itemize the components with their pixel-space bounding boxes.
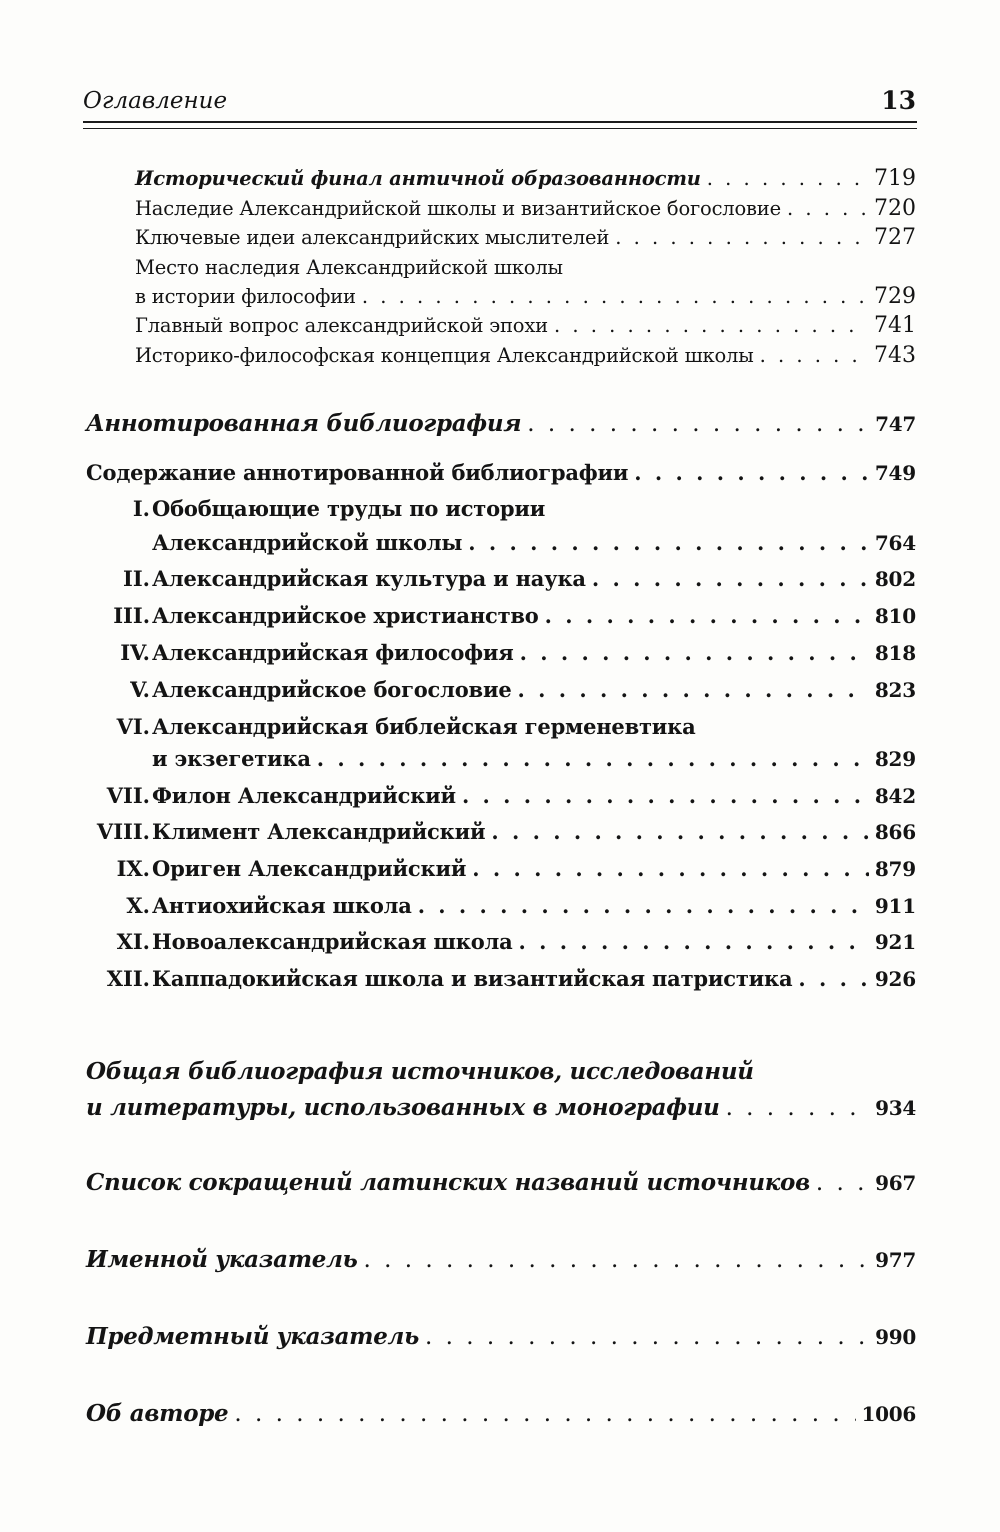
toc-entry-page: 842: [874, 784, 916, 808]
toc-entry-label-line1: Александрийская библейская герменевтика: [152, 714, 696, 739]
toc-entry-page: 747: [875, 412, 916, 436]
leader-dots: [491, 819, 869, 844]
toc-entry-label: Именной указатель: [86, 1246, 358, 1273]
toc-entry[interactable]: [152, 966, 916, 991]
toc-entry-label: Ориген Александрийский: [152, 856, 467, 881]
toc-entry-page: 818: [874, 641, 916, 665]
toc-entry-label: и литературы, использованных в монографии: [86, 1094, 720, 1121]
leader-dots: [468, 530, 869, 555]
section-numeral: VII.: [106, 783, 150, 808]
toc-entry-bibliography-contents[interactable]: [86, 460, 916, 485]
leader-dots: [462, 783, 869, 808]
leader-dots: [527, 411, 869, 437]
toc-entry-page: 921: [874, 930, 916, 954]
leader-dots: [472, 856, 869, 881]
section-numeral: IX.: [116, 856, 150, 881]
toc-entry-label: Каппадокийская школа и византийская патристика: [152, 966, 793, 991]
toc-entry-label: Об авторе: [86, 1400, 229, 1427]
toc-entry[interactable]: [152, 640, 916, 665]
toc-entry[interactable]: [152, 783, 916, 808]
toc-entry[interactable]: [135, 196, 916, 221]
toc-entry-page: 720: [874, 196, 916, 221]
toc-entry-label: Предметный указатель: [86, 1323, 419, 1350]
running-head-title: Оглавление: [83, 88, 228, 114]
toc-entry-page: 810: [874, 604, 916, 628]
leader-dots: [726, 1095, 870, 1121]
toc-entry-label: Список сокращений латинских названий источников: [86, 1169, 810, 1196]
toc-entry-page: 977: [875, 1248, 916, 1272]
toc-entry-label: Климент Александрийский: [152, 819, 486, 844]
section-numeral: VI.: [116, 714, 150, 739]
toc-entry-name-index[interactable]: [86, 1246, 916, 1273]
toc-entry-page: 741: [874, 313, 916, 338]
leader-dots: [592, 566, 869, 591]
toc-entry-label: Александрийской школы: [152, 530, 463, 555]
section-numeral: IV.: [120, 640, 150, 665]
toc-entry[interactable]: [135, 343, 916, 368]
leader-dots: [519, 929, 869, 954]
leader-dots: [364, 1247, 870, 1273]
toc-entry[interactable]: [152, 566, 916, 591]
leader-dots: [816, 1170, 869, 1196]
leader-dots: [787, 197, 868, 220]
toc-entry-page: 866: [874, 820, 916, 844]
toc-entry-page: 719: [874, 166, 916, 191]
toc-entry-label: и экзегетика: [152, 746, 311, 771]
section-numeral: XII.: [106, 966, 150, 991]
section-numeral: II.: [123, 566, 150, 591]
toc-entry-label-line1: Место наследия Александрийской школы: [135, 256, 563, 279]
toc-entry[interactable]: [152, 677, 916, 702]
header-rule-thin: [83, 128, 917, 129]
toc-entry-label: Александрийская философия: [152, 640, 514, 665]
header-rule-thick: [83, 121, 917, 123]
leader-dots: [760, 344, 868, 367]
toc-entry-page: 727: [874, 225, 916, 250]
toc-entry-page: 764: [874, 531, 916, 555]
toc-entry-page: 743: [874, 343, 916, 368]
section-numeral: X.: [126, 893, 150, 918]
toc-entry-label: Ключевые идеи александрийских мыслителей: [135, 226, 610, 249]
toc-entry-label: Александрийское богословие: [152, 677, 512, 702]
toc-entry[interactable]: [152, 929, 916, 954]
toc-entry[interactable]: [152, 746, 916, 771]
toc-entry[interactable]: [135, 166, 916, 191]
toc-entry-page: 911: [874, 894, 916, 918]
toc-entry-page: 823: [874, 678, 916, 702]
toc-entry-page: 829: [874, 747, 916, 771]
toc-entry-label: Исторический финал античной образованности: [135, 167, 701, 190]
toc-entry-label: Новоалександрийская школа: [152, 929, 513, 954]
toc-entry-label-line1: Общая библиография источников, исследований: [86, 1058, 754, 1085]
toc-entry-label: Аннотированная библиография: [86, 410, 522, 437]
leader-dots: [707, 167, 868, 190]
leader-dots: [798, 966, 868, 991]
toc-entry-label: Филон Александрийский: [152, 783, 456, 808]
toc-entry-page: 1006: [861, 1402, 916, 1426]
toc-entry-label: в истории философии: [135, 285, 356, 308]
toc-entry-page: 729: [874, 284, 916, 309]
leader-dots: [554, 314, 868, 337]
toc-entry-label: Александрийская культура и наука: [152, 566, 586, 591]
toc-entry[interactable]: [152, 893, 916, 918]
leader-dots: [234, 1401, 855, 1427]
toc-entry-label-line1: Обобщающие труды по истории: [152, 496, 546, 521]
section-numeral: III.: [113, 603, 150, 628]
toc-entry-label: Содержание аннотированной библиографии: [86, 460, 629, 485]
leader-dots: [418, 893, 869, 918]
toc-entry-about-author[interactable]: [86, 1400, 916, 1427]
toc-entry-page: 990: [875, 1325, 916, 1349]
toc-entry[interactable]: [152, 530, 916, 555]
toc-entry[interactable]: [135, 284, 916, 309]
toc-entry-page: 967: [875, 1171, 916, 1195]
toc-entry-page: 926: [874, 967, 916, 991]
toc-entry-general-bibliography[interactable]: [86, 1094, 916, 1121]
leader-dots: [362, 285, 868, 308]
leader-dots: [520, 640, 869, 665]
leader-dots: [517, 677, 868, 702]
toc-entry-annotated-bibliography[interactable]: [86, 410, 916, 437]
leader-dots: [425, 1324, 869, 1350]
toc-entry[interactable]: [152, 856, 916, 881]
toc-entry[interactable]: [152, 819, 916, 844]
toc-entry[interactable]: [152, 603, 916, 628]
toc-entry-page: 802: [874, 567, 916, 591]
section-numeral: I.: [132, 496, 150, 521]
toc-entry[interactable]: [135, 225, 916, 250]
toc-entry-abbreviations[interactable]: [86, 1169, 916, 1196]
leader-dots: [545, 603, 869, 628]
leader-dots: [615, 226, 868, 249]
toc-entry-page: 749: [874, 461, 916, 485]
toc-entry-label: Историко-философская концепция Александрийской школы: [135, 344, 754, 367]
section-numeral: XI.: [116, 929, 150, 954]
toc-entry-label: Наследие Александрийской школы и византийское богословие: [135, 197, 781, 220]
leader-dots: [317, 746, 869, 771]
toc-entry[interactable]: [135, 313, 916, 338]
toc-entry-page: 879: [874, 857, 916, 881]
toc-entry-label: Александрийское христианство: [152, 603, 539, 628]
section-numeral: VIII.: [96, 819, 150, 844]
toc-entry-page: 934: [875, 1096, 916, 1120]
leader-dots: [634, 460, 869, 485]
toc-entry-label: Антиохийская школа: [152, 893, 412, 918]
toc-entry-subject-index[interactable]: [86, 1323, 916, 1350]
running-head-page-number: 13: [881, 86, 916, 115]
section-numeral: V.: [130, 677, 150, 702]
toc-entry-label: Главный вопрос александрийской эпохи: [135, 314, 548, 337]
